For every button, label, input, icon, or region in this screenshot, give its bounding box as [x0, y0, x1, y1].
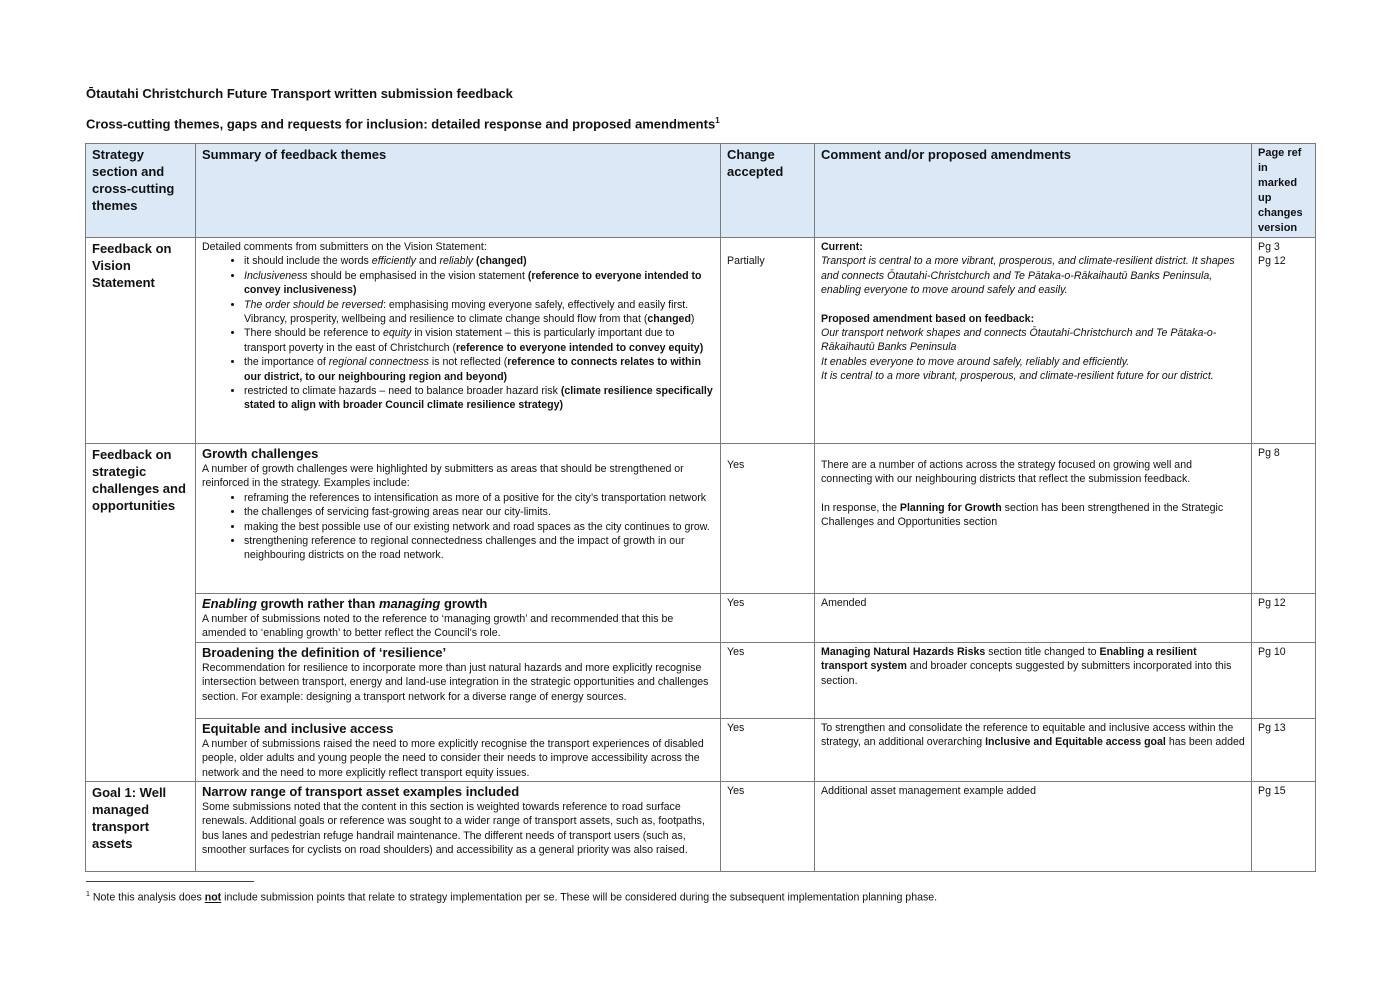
summary-cell	[196, 444, 721, 594]
comment-cell	[815, 238, 1252, 444]
footnote-separator	[86, 881, 254, 882]
theme-title: Enabling growth rather than managing growth	[202, 596, 488, 611]
header-change: Change accepted	[721, 144, 815, 238]
list-item: • strengthening reference to regional connectedness challenges and the impact of growth in our neighbouring districts on the road network.	[244, 534, 714, 563]
current-text: Transport is central to a more vibrant, prosperous, and climate-resilient district. It shapes and connects Ōtautahi-Christchurch and Te Pātaka-o-Rākaihautū Banks Peninsula, enabling everyone to move around safely and easily.	[821, 255, 1235, 297]
vision-intro: Detailed comments from submitters on the Vision Statement:	[202, 241, 487, 253]
table-row	[86, 444, 1316, 594]
document-title: Ōtautahi Christchurch Future Transport written submission feedback	[86, 86, 513, 101]
page-cell: Pg 12	[1252, 594, 1316, 643]
comment-cell: Amended	[815, 594, 1252, 643]
change-cell: Partially	[721, 238, 815, 444]
section-cell: Feedback on strategic challenges and opportunities	[86, 444, 196, 782]
summary-cell	[196, 718, 721, 781]
change-cell: Yes	[721, 718, 815, 781]
list-item: • the challenges of servicing fast-growing areas near our city-limits.	[244, 505, 714, 519]
list-item: • it should include the words efficiently and reliably (changed)	[244, 254, 714, 268]
summary-cell	[196, 782, 721, 872]
summary-cell	[196, 238, 721, 444]
feedback-table	[85, 143, 1316, 872]
header-summary: Summary of feedback themes	[196, 144, 721, 238]
list-item: • reframing the references to intensification as more of a positive for the city’s transportation network	[244, 491, 714, 505]
list-item: • restricted to climate hazards – need to balance broader hazard risk (climate resilience specifically stated to align with broader Council climate resilience strategy)	[244, 384, 714, 413]
current-label: Current:	[821, 241, 863, 253]
theme-text: A number of submissions noted to the reference to ‘managing growth’ and recommended that this be amended to ‘enabling growth’ to better reflect the Council’s role.	[202, 613, 674, 640]
list-item: • the importance of regional connectness is not reflected (reference to connects relates to within our district, to our neighbouring region and beyond)	[244, 355, 714, 384]
page-cell: Pg 15	[1252, 782, 1316, 872]
footnote-marker: 1	[715, 116, 720, 125]
comment-cell: To strengthen and consolidate the reference to equitable and inclusive access within the strategy, an additional overarching Inclusive and Equitable access goal has been added	[815, 718, 1252, 781]
section-cell: Feedback on Vision Statement	[86, 238, 196, 444]
page-cell: Pg 13	[1252, 718, 1316, 781]
page-cell: Pg 8	[1252, 444, 1316, 594]
change-cell: Yes	[721, 642, 815, 718]
list-item: • The order should be reversed: emphasising moving everyone safely, effectively and easily first. Vibrancy, prosperity, wellbeing and resilience to climate change should flow from that (changed)	[244, 298, 714, 327]
summary-cell	[196, 594, 721, 643]
table-row	[86, 238, 1316, 444]
document-subtitle: Cross-cutting themes, gaps and requests for inclusion: detailed response and proposed amendments$^1$	[86, 116, 720, 132]
growth-bullets	[202, 491, 714, 563]
comment-cell: Additional asset management example added	[815, 782, 1252, 872]
theme-title: Broadening the definition of ‘resilience’	[202, 644, 447, 660]
table-row	[86, 642, 1316, 718]
change-cell: Yes	[721, 782, 815, 872]
header-comment: Comment and/or proposed amendments	[815, 144, 1252, 238]
summary-cell	[196, 642, 721, 718]
proposed-line-3: It is central to a more vibrant, prosperous, and climate-resilient future for our district.	[821, 370, 1214, 383]
page-cell: Pg 3 Pg 12	[1252, 238, 1316, 444]
change-cell: Yes	[721, 444, 815, 594]
proposed-line-2: It enables everyone to move around safely, reliably and efficiently.	[821, 355, 1130, 368]
theme-text: A number of growth challenges were highlighted by submitters as areas that should be strengthened or reinforced in the strategy. Examples include:	[202, 463, 684, 490]
list-item: • There should be reference to equity in vision statement – this is particularly important due to transport poverty in the east of Christchurch (reference to everyone intended to convey equity)	[244, 326, 714, 355]
theme-text: A number of submissions raised the need to more explicitly recognise the transport experiences of disabled people, older adults and young people the need to consider their needs to improve accessibility across the network and the need to more explicitly reflect transport equity issues.	[202, 737, 704, 779]
section-cell: Goal 1: Well managed transport assets	[86, 782, 196, 872]
theme-title: Growth challenges	[202, 446, 319, 461]
list-item: • Inclusiveness should be emphasised in the vision statement (reference to everyone intended to convey inclusiveness)	[244, 269, 714, 298]
header-page-ref: Page ref in marked up changes version	[1252, 144, 1316, 238]
vision-bullets	[202, 254, 714, 412]
table-header-row	[86, 144, 1316, 238]
table-row	[86, 718, 1316, 781]
table-row	[86, 782, 1316, 872]
theme-title: Equitable and inclusive access	[202, 720, 394, 736]
comment-cell: There are a number of actions across the strategy focused on growing well and connecting with our neighbouring districts that reflect the submission feedback. In response, the Planning for Growth section has been strengthened in the Strategic Challenges and Opportunities section	[815, 444, 1252, 594]
header-section: Strategy section and cross-cutting themes	[86, 144, 196, 238]
comment-cell: Managing Natural Hazards Risks section title changed to Enabling a resilient transport system and broader concepts suggested by submitters incorporated into this section.	[815, 642, 1252, 718]
proposed-label: Proposed amendment based on feedback:	[821, 312, 1035, 325]
list-item: • making the best possible use of our existing network and road spaces as the city continues to grow.	[244, 520, 714, 534]
theme-title: Narrow range of transport asset examples included	[202, 784, 520, 800]
table-row	[86, 594, 1316, 643]
change-cell: Yes	[721, 594, 815, 643]
page-cell: Pg 10	[1252, 642, 1316, 718]
footnote: $^1$ Note this analysis does not include submission points that relate to strategy implementation per se. These will be considered during the subsequent implementation planning phase.	[86, 891, 938, 904]
proposed-line-1: Our transport network shapes and connects Ōtautahi-Christchurch and Te Pātaka-o-Rākaihautū Banks Peninsula	[821, 327, 1217, 354]
theme-text: Recommendation for resilience to incorporate more than just natural hazards and more explicitly recognise intersection between transport, energy and land-use integration in the strategic opportunities and challenges section. For example: designing a transport network for a diverse range of energy sources.	[202, 661, 709, 703]
theme-text: Some submissions noted that the content in this section is weighted towards reference to road surface renewals. Additional goals or reference was sought to a wider range of transport assets, such as, footpaths, bus lanes and pedestrian refuge handrail maintenance. The different needs of transport users (such as, smoother surfaces for cyclists on road shoulders) and accessibility as a general priority was also raised.	[202, 801, 705, 857]
